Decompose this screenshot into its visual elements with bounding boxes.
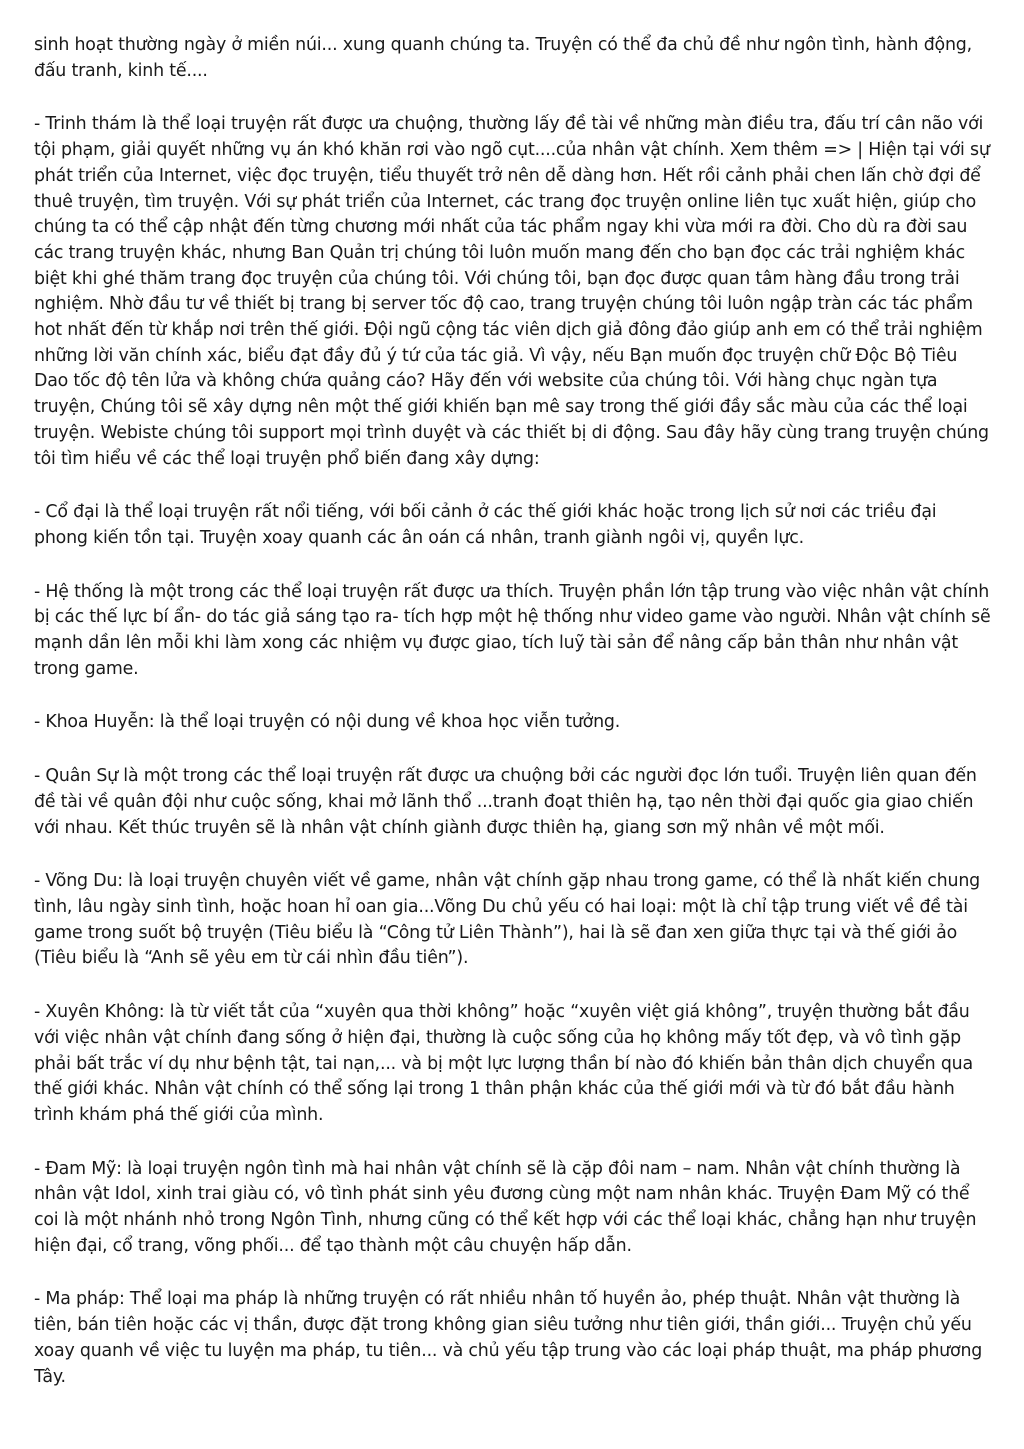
paragraph-quan-su: - Quân Sự là một trong các thể loại truyện rất được ưa chuộng bởi các người đọc lớn tuổi. Truyện liên quan đến đề tài về quân đội như cuộc sống, khai mở lãnh thổ ...tranh đoạt thiên hạ, tạo nên thời đại quốc gia giao chiến với nhau. Kết thúc truyên sẽ là nhân vật chính giành được thiên hạ, giang sơn mỹ nhân về một mối. bbox=[34, 766, 977, 838]
paragraph-he-thong: - Hệ thống là một trong các thể loại truyện rất được ưa thích. Truyện phần lớn tập trung vào việc nhân vật chính bị các thế lực bí ẩn- do tác giả sáng tạo ra- tích hợp một hệ thống như video game vào người. Nhân vật chính sẽ mạnh dần lên mỗi khi làm xong các nhiệm vụ được giao, tích luỹ tài sản để nâng cấp bản thân như nhân vật trong game. bbox=[34, 581, 991, 679]
paragraph-dam-my: - Đam Mỹ: là loại truyện ngôn tình mà hai nhân vật chính sẽ là cặp đôi nam – nam. Nhân vật chính thường là nhân vật Idol, xinh trai giàu có, vô tình phát sinh yêu đương cùng một nam nhân khác. Truyện Đam Mỹ có thể coi là một nhánh nhỏ trong Ngôn Tình, nhưng cũng có thể kết hợp với các thể loại khác, chẳng hạn như truyện hiện đại, cổ trang, võng phối... để tạo thành một câu chuyện hấp dẫn. bbox=[34, 1158, 977, 1256]
paragraph-xuyen-khong: - Xuyên Không: là từ viết tắt của “xuyên qua thời không” hoặc “xuyên việt giá không”, truyện thường bắt đầu với việc nhân vật chính đang sống ở hiện đại, thường là cuộc sống của họ không mấy tốt đẹp, và vô tình gặp phải bất trắc ví dụ như bệnh tật, tai nạn,... và bị một lực lượng thần bí nào đó khiến bản thân dịch chuyển qua thế giới khác. Nhân vật chính có thể sống lại trong 1 thân phận khác của thế giới mới và từ đó bắt đầu hành trình khám phá thế giới của mình. bbox=[34, 1002, 973, 1125]
paragraph-trinh-tham: - Trinh thám là thể loại truyện rất được ưa chuộng, thường lấy đề tài về những màn điều tra, đấu trí cân não với tội phạm, giải quyết những vụ án khó khăn rơi vào ngõ cụt....của nhân vật chính. Xem thêm => | Hiện tại với sự phát triển của Internet, việc đọc truyện, tiểu thuyết trở nên dễ dàng hơn. Hết rồi cảnh phải chen lấn chờ đợi để thuê truyện, tìm truyện. Với sự phát triển của Internet, các trang đọc truyện online liên tục xuất hiện, giúp cho chúng ta có thể cập nhật đến từng chương mới nhất của tác phẩm ngay khi vừa mới ra đời. Cho dù ra đời sau các trang truyện khác, nhưng Ban Quản trị chúng tôi luôn muốn mang đến cho bạn đọc các trải nghiệm khác biệt khi ghé thăm trang đọc truyện của chúng tôi. Với chúng tôi, bạn đọc được quan tâm hàng đầu trong trải nghiệm. Nhờ đầu tư về thiết bị trang bị server tốc độ cao, trang truyện chúng tôi luôn ngập tràn các tác phẩm hot nhất đến từ khắp nơi trên thế giới. Đội ngũ cộng tác viên dịch giả đông đảo giúp anh em có thể trải nghiệm những lời văn chính xác, biểu đạt đầy đủ ý tứ của tác giả. Vì vậy, nếu Bạn muốn đọc truyện chữ Độc Bộ Tiêu Dao tốc độ tên lửa và không chứa quảng cáo? Hãy đến với website của chúng tôi. Với hàng chục ngàn tựa truyện, Chúng tôi sẽ xây dựng nên một thế giới khiến bạn mê say trong thế giới đầy sắc màu của các thể loại truyện. Webiste chúng tôi support mọi trình duyệt và các thiết bị di động. Sau đây hãy cùng trang truyện chúng tôi tìm hiểu về các thể loại truyện phổ biến đang xây dựng: bbox=[34, 114, 990, 469]
paragraph-intro-continuation: sinh hoạt thường ngày ở miền núi... xung quanh chúng ta. Truyện có thể đa chủ đề như ngôn tình, hành động, đấu tranh, kinh tế.... bbox=[34, 35, 972, 81]
paragraph-co-dai: - Cổ đại là thể loại truyện rất nổi tiếng, với bối cảnh ở các thế giới khác hoặc trong lịch sử nơi các triều đại phong kiến tồn tại. Truyện xoay quanh các ân oán cá nhân, tranh giành ngôi vị, quyền lực. bbox=[34, 502, 937, 548]
document-page bbox=[34, 33, 992, 1418]
paragraph-vong-du: - Võng Du: là loại truyện chuyên viết về game, nhân vật chính gặp nhau trong game, có thể là nhất kiến chung tình, lâu ngày sinh tình, hoặc hoan hỉ oan gia...Võng Du chủ yếu có hai loại: một là chỉ tập trung viết về đề tài game trong suốt bộ truyện (Tiêu biểu là “Công tử Liên Thành”), hai là sẽ đan xen giữa thực tại và thế giới ảo (Tiêu biểu là “Anh sẽ yêu em từ cái nhìn đầu tiên”). bbox=[34, 871, 980, 969]
paragraph-ma-phap: - Ma pháp: Thể loại ma pháp là những truyện có rất nhiều nhân tố huyền ảo, phép thuật. Nhân vật thường là tiên, bán tiên hoặc các vị thần, được đặt trong không gian siêu tưởng như tiên giới, thần giới... Truyện chủ yếu xoay quanh về việc tu luyện ma pháp, tu tiên... và chủ yếu tập trung vào các loại pháp thuật, ma pháp phương Tây. bbox=[34, 1289, 983, 1387]
paragraph-khoa-huyen: - Khoa Huyễn: là thể loại truyện có nội dung về khoa học viễn tưởng. bbox=[34, 712, 621, 733]
